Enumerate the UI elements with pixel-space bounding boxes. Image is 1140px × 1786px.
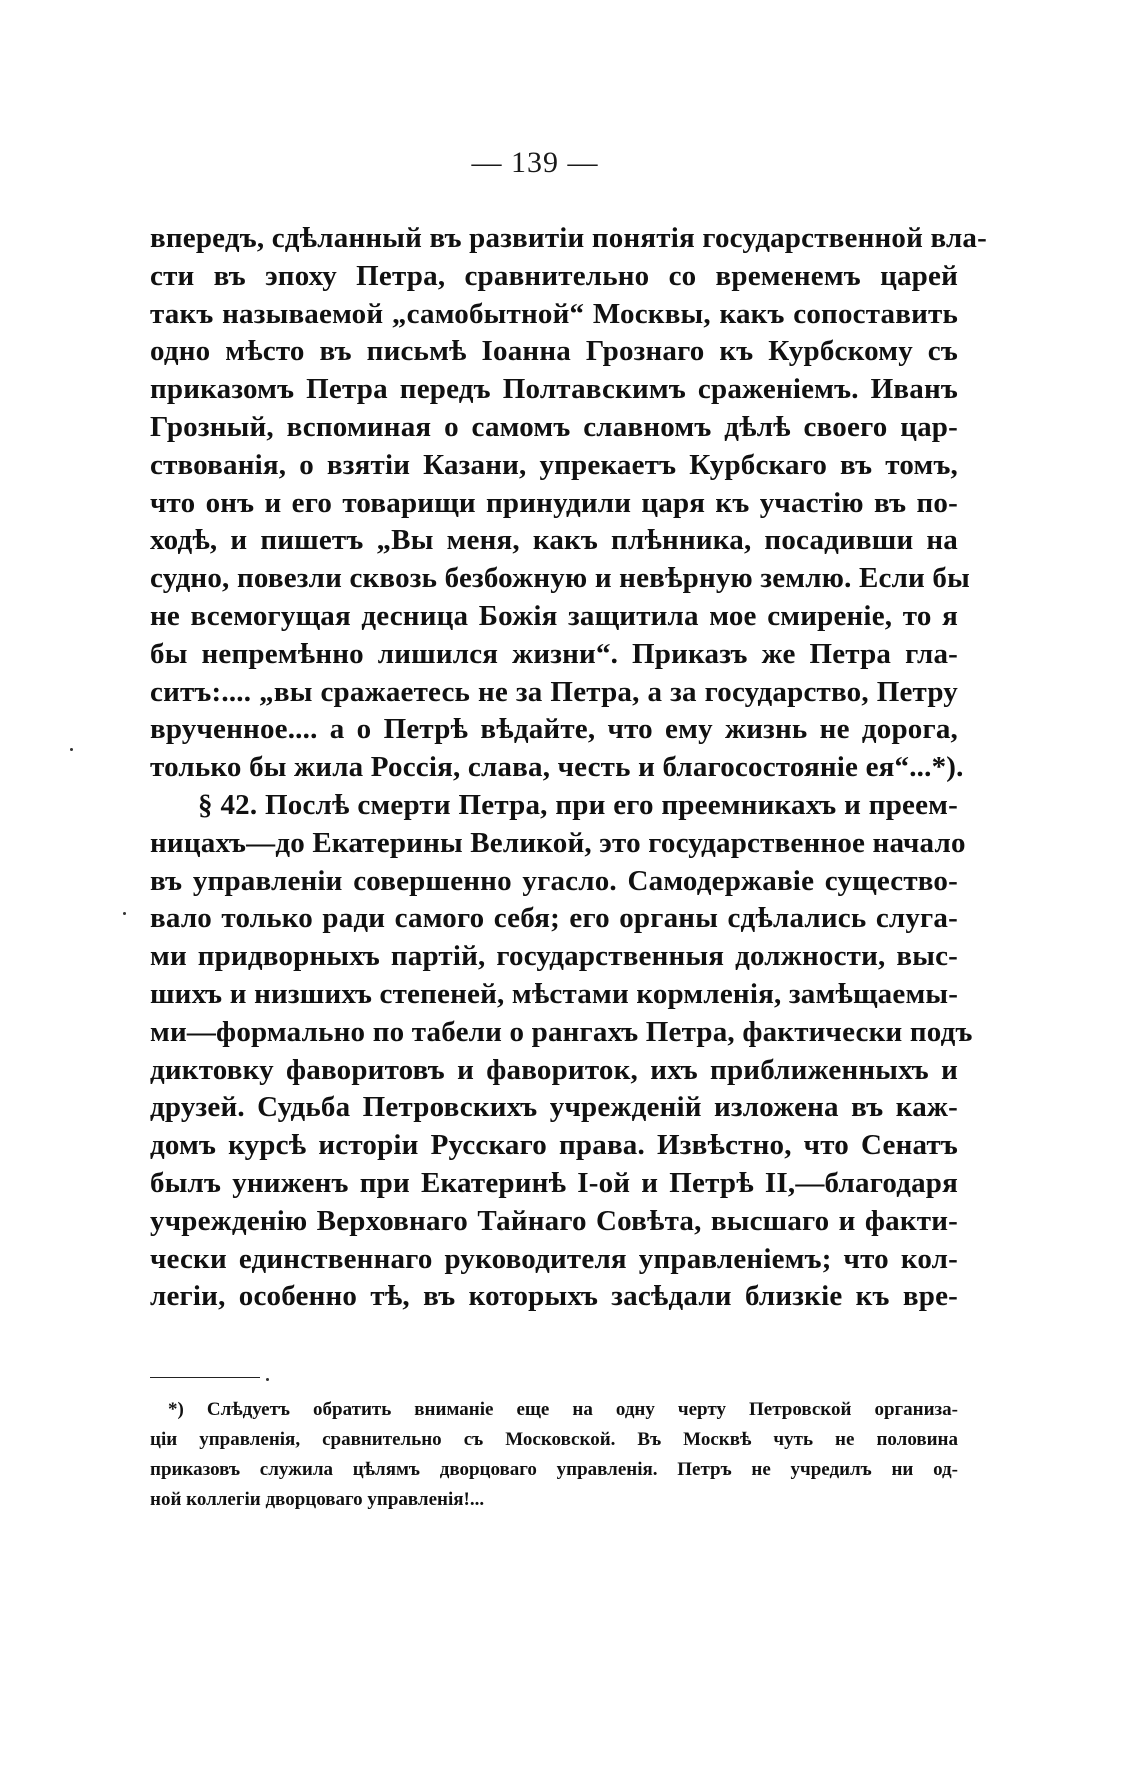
text-line: такъ называемой „самобытной“ Москвы, какъ сопоставить [150,297,958,330]
page-number: — 139 — [471,146,599,179]
scan-speck [70,748,73,751]
text-line: чески единственнаго руководителя управленіемъ; что кол- [150,1242,958,1275]
text-line: Грозный, вспоминая о самомъ славномъ дѣлѣ своего цар- [150,410,958,443]
scan-speck [123,912,126,915]
text-line: друзей. Судьба Петровскихъ учрежденій изложена въ каж- [150,1091,958,1124]
footnote-line: ціи управленія, сравнительно съ Московской. Въ Москвѣ чуть не половина [150,1429,958,1450]
section-heading-line: § 42. Послѣ смерти Петра, при его преемникахъ и преем- [198,788,958,821]
text-line: приказомъ Петра передъ Полтавскимъ сраженіемъ. Иванъ [150,373,958,406]
text-line: ницахъ—до Екатерины Великой, это государственное начало [150,826,966,859]
text-line: ми—формально по табели о рангахъ Петра, фактически подъ [150,1015,973,1048]
text-line: сти въ эпоху Петра, сравнительно со временемъ царей [150,259,958,292]
text-line: одно мѣсто въ письмѣ Іоанна Грознаго къ Курбскому съ [150,335,958,368]
body-text [150,220,987,1316]
footnote-divider [150,1377,260,1378]
text-line: судно, повезли сквозь безбожную и невѣрную землю. Если бы [150,562,970,595]
text-line: домъ курсѣ исторіи Русскаго права. Извѣстно, что Сенатъ [150,1129,958,1162]
text-line: врученное.... а о Петрѣ вѣдайте, что ему жизнь не дорога, [150,713,958,746]
footnote-line: ной коллегіи дворцоваго управленія!... [150,1489,485,1510]
text-line: былъ униженъ при Екатеринѣ І-ой и Петрѣ ІІ,—благодаря [150,1166,958,1199]
text-line: что онъ и его товарищи принудили царя къ участію въ по- [150,486,958,519]
footnote [150,1395,958,1515]
footnote-line: приказовъ служила цѣлямъ дворцоваго управленія. Петръ не учредилъ ни од- [150,1459,958,1480]
text-line: въ управленіи совершенно угасло. Самодержавіе существо- [150,864,958,897]
text-line: только бы жила Россія, слава, честь и благосостояніе ея“...*). [150,751,964,784]
text-line: диктовку фаворитовъ и фавориток, ихъ приближенныхъ и [150,1053,958,1086]
text-line: вало только ради самого себя; его органы сдѣлались слуга- [150,902,958,935]
text-line: ситъ:.... „вы сражаетесь не за Петра, а за государство, Петру [150,675,958,708]
scan-speck [266,1378,269,1381]
text-line: ходѣ, и пишетъ „Вы меня, какъ плѣнника, посадивши на [150,524,958,557]
text-line: шихъ и низшихъ степеней, мѣстами кормленія, замѣщаемы- [150,977,959,1010]
text-line: ми придворныхъ партій, государственныя должности, выс- [150,940,958,973]
text-line: бы непремѣнно лишился жизни“. Приказъ же Петра гла- [150,637,958,670]
text-line: не всемогущая десница Божія защитила мое смиреніе, то я [150,599,958,632]
text-line: впередъ, сдѣланный въ развитіи понятія государственной вла- [150,222,987,254]
footnote-line: *) Слѣдуетъ обратить вниманіе еще на одну черту Петровской организа- [168,1399,958,1420]
text-line: учрежденію Верховнаго Тайнаго Совѣта, высшаго и факти- [150,1204,958,1237]
text-line: легіи, особенно тѣ, въ которыхъ засѣдали близкіе къ вре- [150,1280,958,1313]
text-line: ствованія, о взятіи Казани, упрекаетъ Курбскаго въ томъ, [150,448,958,481]
